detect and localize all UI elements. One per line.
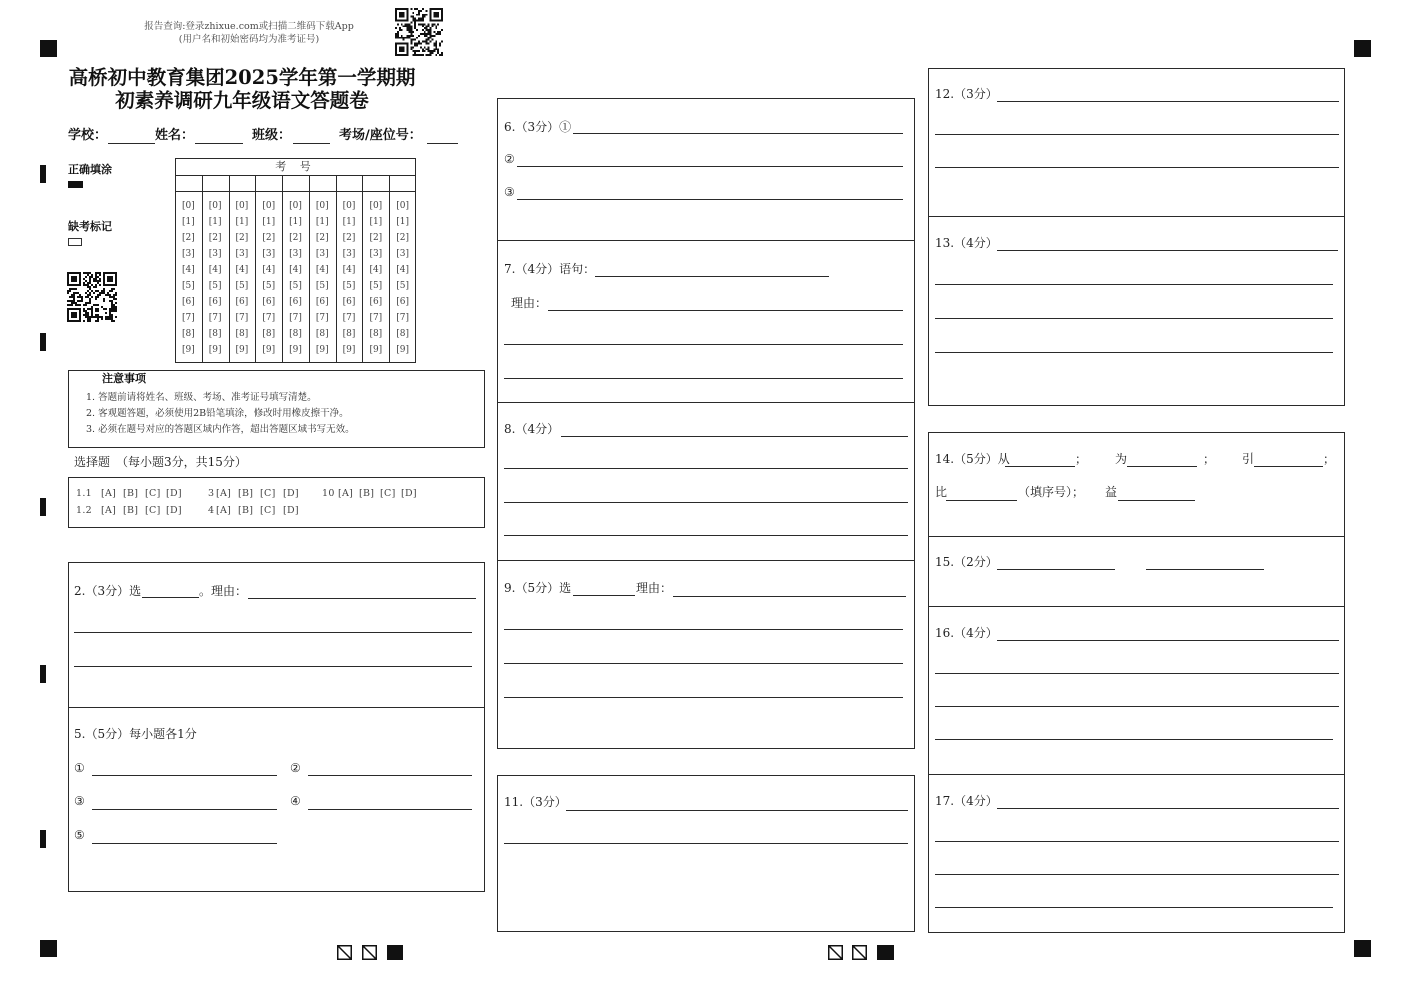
answer-line[interactable] [595, 276, 829, 277]
answer-line[interactable] [566, 810, 908, 811]
exam-number-bubble[interactable]: [9] [289, 345, 302, 355]
choice-bubble[interactable]: [C] [145, 505, 161, 516]
question-14-box [928, 432, 1345, 537]
answer-line[interactable] [504, 697, 903, 698]
answer-line[interactable] [935, 673, 1339, 674]
question-11-label: 11.（3分） [504, 795, 567, 809]
choice-bubble[interactable]: [D] [283, 505, 299, 516]
corner-mark [40, 940, 57, 957]
exam-number-bubble[interactable]: [7] [342, 313, 356, 323]
exam-number-bubble[interactable]: [3] [235, 249, 249, 259]
exam-number-bubble[interactable]: [6] [208, 297, 222, 307]
multiple-choice-heading: 选择题 （每小题3分，共15分） [74, 455, 247, 469]
absent-mark-checkbox[interactable] [68, 238, 82, 246]
answer-line[interactable] [548, 310, 903, 311]
exam-number-bubble[interactable]: [1] [182, 217, 195, 227]
exam-number-bubble[interactable]: [0] [315, 201, 329, 211]
question-7-reason-label: 理由： [511, 296, 548, 310]
sub-item-marker: ③ [504, 185, 515, 199]
note-item: 2. 客观题答题，必须使用2B铅笔填涂，修改时用橡皮擦干净。 [86, 408, 349, 419]
choice-bubble[interactable]: [C] [260, 488, 276, 499]
exam-number-bubble[interactable]: [7] [182, 313, 195, 323]
answer-line[interactable] [504, 502, 908, 503]
multiple-choice-box [68, 477, 485, 528]
exam-number-bubble[interactable]: [3] [182, 249, 195, 259]
exam-number-bubble[interactable]: [3] [396, 249, 409, 259]
sub-item-marker: ② [290, 761, 301, 775]
sub-item-marker: ① [74, 761, 85, 775]
choice-bubble[interactable]: [D] [166, 488, 182, 499]
question-9-label: 9.（5分）选 [504, 581, 572, 595]
answer-line[interactable] [92, 843, 277, 844]
question-15-box [928, 536, 1345, 607]
correct-fill-label: 正确填涂 [68, 163, 112, 176]
question-13-label: 13.（4分） [935, 236, 998, 250]
school-label: 学校： [68, 128, 108, 143]
crossed-box-marker [828, 945, 843, 960]
answer-line[interactable] [997, 569, 1115, 570]
question-2-reason-label: 。理由： [199, 584, 248, 598]
choice-number: 3 [208, 488, 215, 499]
answer-line[interactable] [92, 809, 277, 810]
exam-number-bubble[interactable]: [2] [342, 233, 356, 243]
answer-line[interactable] [504, 344, 903, 345]
exam-number-bubble[interactable]: [7] [208, 313, 222, 323]
exam-number-bubble[interactable]: [3] [208, 249, 222, 259]
question-2-label: 2.（3分）选 [74, 584, 142, 598]
timing-mark [40, 333, 46, 351]
question-8-label: 8.（4分） [504, 422, 560, 436]
sub-item-marker: ② [504, 152, 515, 166]
sub-item-marker: ③ [74, 794, 85, 808]
question-14-bi: 比 [935, 485, 948, 499]
exam-number-bubble[interactable]: [1] [208, 217, 222, 227]
answer-line[interactable] [504, 843, 908, 844]
exam-number-bubble[interactable]: [6] [315, 297, 329, 307]
answer-line[interactable] [935, 318, 1333, 319]
choice-bubble[interactable]: [D] [283, 488, 299, 499]
exam-number-bubble[interactable]: [5] [208, 281, 222, 291]
timing-mark [40, 830, 46, 848]
answer-line[interactable] [935, 907, 1333, 908]
answer-line[interactable] [935, 134, 1339, 135]
answer-line[interactable] [935, 706, 1339, 707]
filled-box-marker [877, 945, 894, 960]
seat-field[interactable] [427, 143, 458, 144]
choice-bubble[interactable]: [D] [166, 505, 182, 516]
answer-line[interactable] [504, 663, 903, 664]
exam-number-bubble[interactable]: [3] [315, 249, 329, 259]
question-6-label: 6.（3分）① [504, 120, 572, 134]
exam-number-bubble[interactable]: [5] [315, 281, 329, 291]
exam-number-bubble[interactable]: [7] [396, 313, 409, 323]
exam-number-bubble[interactable]: [0] [342, 201, 356, 211]
question-14-label: 14.（5分）从 [935, 452, 1010, 466]
exam-number-bubble[interactable]: [4] [342, 265, 356, 275]
answer-line[interactable] [935, 841, 1339, 842]
crossed-box-marker [852, 945, 867, 960]
exam-number-bubble[interactable]: [7] [262, 313, 276, 323]
answer-line[interactable] [997, 640, 1339, 641]
answer-line[interactable] [504, 468, 908, 469]
note-item: 1. 答题前请将姓名、班级、考场、准考证号填写清楚。 [86, 392, 317, 403]
exam-number-bubble[interactable]: [1] [396, 217, 409, 227]
name-field[interactable] [195, 143, 243, 144]
answer-line[interactable] [673, 596, 906, 597]
exam-number-bubble[interactable]: [8] [369, 329, 383, 339]
timing-mark [40, 165, 46, 183]
exam-number-bubble[interactable]: [4] [208, 265, 222, 275]
question-14-yin: 引 [1242, 452, 1255, 466]
choice-number: 1.1 [76, 488, 93, 499]
corner-mark [1354, 940, 1371, 957]
correct-fill-sample [68, 181, 83, 188]
answer-line[interactable] [74, 666, 472, 667]
exam-number-bubble[interactable]: [6] [289, 297, 302, 307]
answer-line[interactable] [946, 500, 1017, 501]
choice-number: 1.2 [76, 505, 93, 516]
exam-number-bubble[interactable]: [1] [235, 217, 249, 227]
school-field[interactable] [108, 143, 155, 144]
corner-mark [1354, 40, 1371, 57]
answer-line[interactable] [935, 874, 1339, 875]
answer-line[interactable] [997, 250, 1338, 251]
exam-number-bubble[interactable]: [4] [396, 265, 409, 275]
answer-line[interactable] [997, 808, 1339, 809]
exam-number-bubble[interactable]: [4] [262, 265, 276, 275]
sheet-title-line2: 初素养调研九年级语文答题卷 [115, 89, 369, 112]
exam-number-bubble[interactable]: [5] [369, 281, 383, 291]
choice-bubble[interactable]: [A] [216, 488, 232, 499]
answer-line[interactable] [935, 352, 1333, 353]
separator: ； [1075, 452, 1088, 466]
choice-bubble[interactable]: [B] [123, 488, 139, 499]
exam-number-bubble[interactable]: [6] [396, 297, 409, 307]
answer-line[interactable] [517, 199, 903, 200]
exam-number-bubble[interactable]: [8] [208, 329, 222, 339]
choice-bubble[interactable]: [B] [238, 488, 254, 499]
answer-line[interactable] [1146, 569, 1264, 570]
sub-item-marker: ④ [290, 794, 301, 808]
exam-number-bubble[interactable]: [1] [315, 217, 329, 227]
question-17-label: 17.（4分） [935, 794, 998, 808]
exam-number-bubble[interactable]: [2] [235, 233, 249, 243]
class-field[interactable] [293, 143, 330, 144]
exam-number-bubble[interactable]: [0] [182, 201, 195, 211]
question-14-yi: 益 [1105, 485, 1118, 499]
qr-code [67, 272, 117, 322]
choice-number: 4 [208, 505, 215, 516]
exam-number-bubble[interactable]: [5] [182, 281, 195, 291]
question-5-label: 5.（5分）每小题各1分 [74, 727, 197, 741]
separator: ； [1323, 452, 1336, 466]
exam-number-bubble[interactable]: [2] [315, 233, 329, 243]
exam-number-bubble[interactable]: [9] [342, 345, 356, 355]
exam-number-bubble[interactable]: [6] [342, 297, 356, 307]
exam-number-bubble[interactable]: [3] [262, 249, 276, 259]
answer-line[interactable] [1254, 466, 1323, 467]
filled-box-marker [387, 945, 403, 960]
exam-number-bubble[interactable]: [5] [342, 281, 356, 291]
answer-line[interactable] [1118, 500, 1195, 501]
answer-line[interactable] [935, 284, 1333, 285]
name-label: 姓名： [155, 128, 195, 143]
exam-number-bubble[interactable]: [0] [369, 201, 383, 211]
exam-number-bubble[interactable]: [2] [396, 233, 409, 243]
exam-number-bubble[interactable]: [6] [262, 297, 276, 307]
answer-line[interactable] [308, 809, 472, 810]
question-14-wei: 为 [1115, 452, 1128, 466]
exam-number-bubble[interactable]: [9] [315, 345, 329, 355]
choice-number: 10 [322, 488, 335, 499]
exam-number-bubble[interactable]: [9] [182, 345, 195, 355]
exam-number-bubble[interactable]: [5] [289, 281, 302, 291]
answer-line[interactable] [935, 739, 1333, 740]
exam-number-bubble[interactable]: [6] [369, 297, 383, 307]
choice-bubble[interactable]: [C] [380, 488, 396, 499]
timing-mark [40, 665, 46, 683]
question-8-box [497, 402, 915, 561]
exam-number-bubble[interactable]: [3] [369, 249, 383, 259]
exam-number-bubble[interactable]: [1] [289, 217, 302, 227]
exam-number-bubble[interactable]: [3] [289, 249, 302, 259]
exam-number-bubble[interactable]: [2] [262, 233, 276, 243]
exam-number-bubble[interactable]: [2] [369, 233, 383, 243]
exam-number-bubble[interactable]: [8] [396, 329, 409, 339]
exam-number-bubble[interactable]: [1] [262, 217, 276, 227]
question-16-label: 16.（4分） [935, 626, 998, 640]
choice-bubble[interactable]: [A] [101, 505, 117, 516]
exam-number-bubble[interactable]: [1] [369, 217, 383, 227]
answer-line[interactable] [74, 632, 472, 633]
answer-line[interactable] [1005, 466, 1075, 467]
answer-line[interactable] [308, 775, 472, 776]
exam-number-bubble[interactable]: [8] [262, 329, 276, 339]
answer-line[interactable] [561, 436, 908, 437]
separator: ； [1203, 452, 1216, 466]
exam-number-bubble[interactable]: [2] [208, 233, 222, 243]
exam-number-bubble[interactable]: [9] [262, 345, 276, 355]
exam-number-bubble[interactable]: [1] [342, 217, 356, 227]
corner-mark [40, 40, 57, 57]
class-label: 班级： [252, 128, 292, 143]
exam-number-bubble[interactable]: [6] [235, 297, 249, 307]
exam-number-bubble[interactable]: [4] [289, 265, 302, 275]
choice-bubble[interactable]: [A] [101, 488, 117, 499]
answer-line[interactable] [573, 133, 903, 134]
exam-number-bubble[interactable]: [0] [289, 201, 302, 211]
choice-bubble[interactable]: [B] [359, 488, 375, 499]
exam-number-bubble[interactable]: [9] [208, 345, 222, 355]
exam-number-bubble[interactable]: [8] [182, 329, 195, 339]
qr-code [395, 8, 443, 56]
exam-number-bubble[interactable]: [4] [369, 265, 383, 275]
exam-number-bubble[interactable]: [0] [396, 201, 409, 211]
choice-bubble[interactable]: [D] [401, 488, 417, 499]
answer-line[interactable] [142, 597, 199, 598]
sheet-title-line1: 高桥初中教育集团2025学年第一学期期 [68, 66, 416, 89]
exam-number-bubble[interactable]: [0] [208, 201, 222, 211]
choice-bubble[interactable]: [A] [338, 488, 354, 499]
answer-line[interactable] [504, 629, 903, 630]
exam-number-bubble[interactable]: [7] [235, 313, 249, 323]
exam-number-bubble[interactable]: [3] [342, 249, 356, 259]
absent-mark-label: 缺考标记 [68, 220, 112, 233]
answer-line[interactable] [517, 166, 903, 167]
choice-bubble[interactable]: [B] [123, 505, 139, 516]
answer-line[interactable] [504, 378, 903, 379]
seat-label: 考场/座位号： [339, 128, 422, 143]
exam-number-bubble[interactable]: [6] [182, 297, 195, 307]
answer-line[interactable] [504, 535, 908, 536]
exam-number-bubble[interactable]: [8] [289, 329, 302, 339]
question-14-fill-hint: （填序号）； [1018, 485, 1085, 499]
answer-line[interactable] [935, 167, 1339, 168]
exam-number-header: 考 号 [275, 160, 316, 173]
answer-line[interactable] [997, 101, 1339, 102]
question-15-label: 15.（2分） [935, 555, 998, 569]
exam-number-bubble[interactable]: [7] [369, 313, 383, 323]
exam-number-bubble[interactable]: [5] [396, 281, 409, 291]
answer-line[interactable] [1127, 466, 1197, 467]
answer-line[interactable] [248, 598, 476, 599]
question-9-reason-label: 理由： [636, 581, 673, 595]
exam-number-bubble[interactable]: [8] [342, 329, 356, 339]
answer-line[interactable] [573, 595, 635, 596]
exam-number-bubble[interactable]: [5] [262, 281, 276, 291]
exam-number-bubble[interactable]: [2] [182, 233, 195, 243]
report-query-text: 报告查询:登录zhixue.com或扫描二维码下载App [144, 21, 354, 32]
exam-number-bubble[interactable]: [2] [289, 233, 302, 243]
exam-number-bubble[interactable]: [0] [262, 201, 276, 211]
timing-mark [40, 498, 46, 516]
answer-line[interactable] [92, 775, 277, 776]
exam-number-bubble[interactable]: [4] [235, 265, 249, 275]
crossed-box-marker [362, 945, 377, 960]
exam-number-bubble[interactable]: [7] [315, 313, 329, 323]
choice-bubble[interactable]: [A] [216, 505, 232, 516]
exam-number-bubble[interactable]: [8] [315, 329, 329, 339]
choice-bubble[interactable]: [C] [145, 488, 161, 499]
exam-number-bubble[interactable]: [4] [315, 265, 329, 275]
exam-number-bubble[interactable]: [9] [396, 345, 409, 355]
exam-number-bubble[interactable]: [5] [235, 281, 249, 291]
crossed-box-marker [337, 945, 352, 960]
credentials-note: (用户名和初始密码均为准考证号) [178, 34, 320, 45]
exam-number-bubble[interactable]: [4] [182, 265, 195, 275]
question-12-label: 12.（3分） [935, 87, 998, 101]
choice-bubble[interactable]: [C] [260, 505, 276, 516]
exam-number-bubble[interactable]: [0] [235, 201, 249, 211]
exam-number-bubble[interactable]: [9] [235, 345, 249, 355]
exam-number-bubble[interactable]: [8] [235, 329, 249, 339]
choice-bubble[interactable]: [B] [238, 505, 254, 516]
exam-number-bubble[interactable]: [9] [369, 345, 383, 355]
note-item: 3. 必须在题号对应的答题区域内作答，超出答题区域书写无效。 [86, 424, 355, 435]
sub-item-marker: ⑤ [74, 828, 85, 842]
notes-title: 注意事项 [102, 372, 146, 385]
question-7-label: 7.（4分）语句： [504, 262, 596, 276]
exam-number-bubble[interactable]: [7] [289, 313, 302, 323]
